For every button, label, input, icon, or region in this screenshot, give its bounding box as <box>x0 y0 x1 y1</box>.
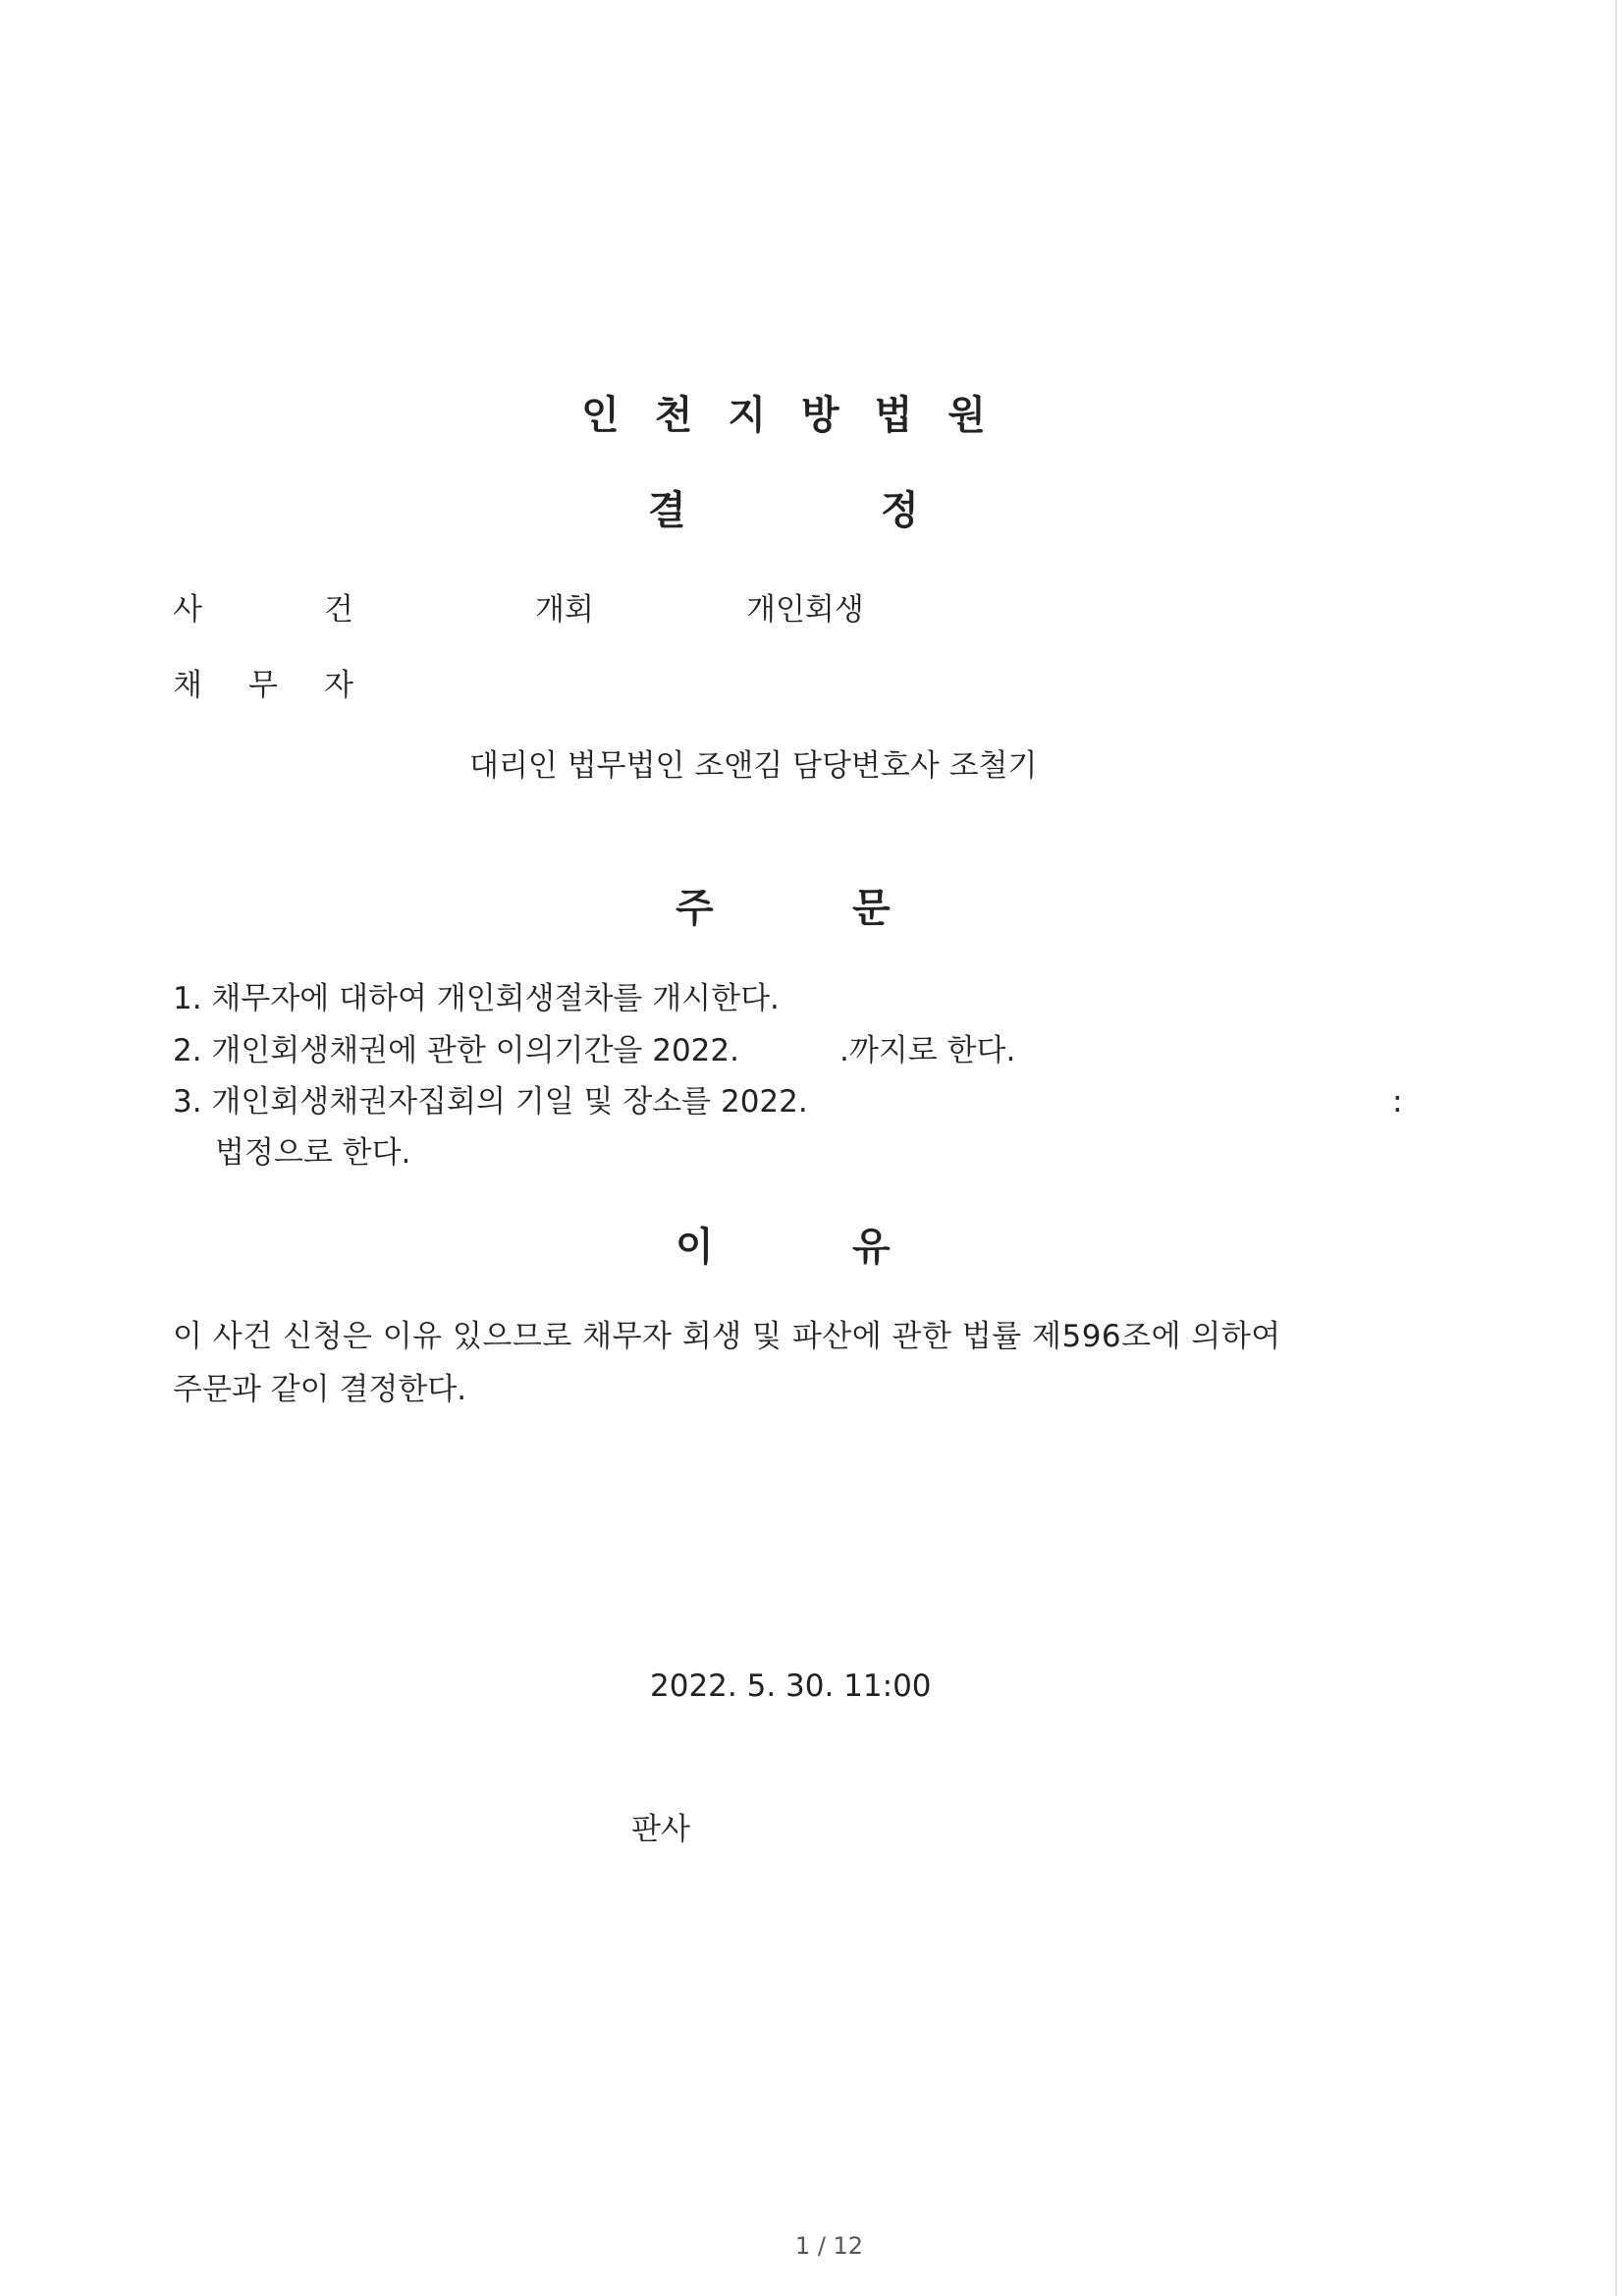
reason-line-2: 주문과 같이 결정한다. <box>173 1372 467 1407</box>
order-item-1: 1. 채무자에 대하여 개인회생절차를 개시한다. <box>173 981 780 1016</box>
reason-line-1: 이 사건 신청은 이유 있으므로 채무자 회생 및 파산에 관한 법률 제596조에 의하여 <box>173 1319 1281 1354</box>
debtor-label-char-1: 채 <box>173 668 202 703</box>
reason-heading-left: 이 <box>676 1225 714 1270</box>
court-name: 인천지방법원 <box>581 393 1021 438</box>
order-item-2: 2. 개인회생채권에 관한 이의기간을 2022. <box>173 1033 739 1068</box>
case-type: 개인회생 <box>746 592 864 628</box>
case-label-char-2: 건 <box>324 592 353 628</box>
case-label-char-1: 사 <box>173 592 202 628</box>
doc-title-right: 정 <box>881 488 919 533</box>
case-number-prefix: 개회 <box>535 592 594 628</box>
judge-label: 판사 <box>631 1812 690 1847</box>
page-edge-line <box>1615 0 1617 2296</box>
decision-date: 2022. 5. 30. 11:00 <box>650 1668 932 1704</box>
order-item-3: 3. 개인회생채권자집회의 기일 및 장소를 2022. <box>173 1084 808 1120</box>
order-heading-left: 주 <box>676 886 714 931</box>
debtor-label-char-3: 자 <box>324 668 353 703</box>
debtor-label-char-2: 무 <box>248 668 278 703</box>
debtor-representative: 대리인 법무법인 조앤김 담당변호사 조철기 <box>469 748 1038 784</box>
order-item-2-tail: .까지로 한다. <box>839 1033 1016 1068</box>
page-number: 1 / 12 <box>794 2232 864 2260</box>
order-item-3-tail: : <box>1392 1084 1403 1120</box>
doc-title-left: 결 <box>648 488 686 533</box>
reason-heading-right: 유 <box>852 1225 891 1270</box>
order-heading-right: 문 <box>852 886 891 931</box>
order-item-3-continuation: 법정으로 한다. <box>215 1135 411 1171</box>
